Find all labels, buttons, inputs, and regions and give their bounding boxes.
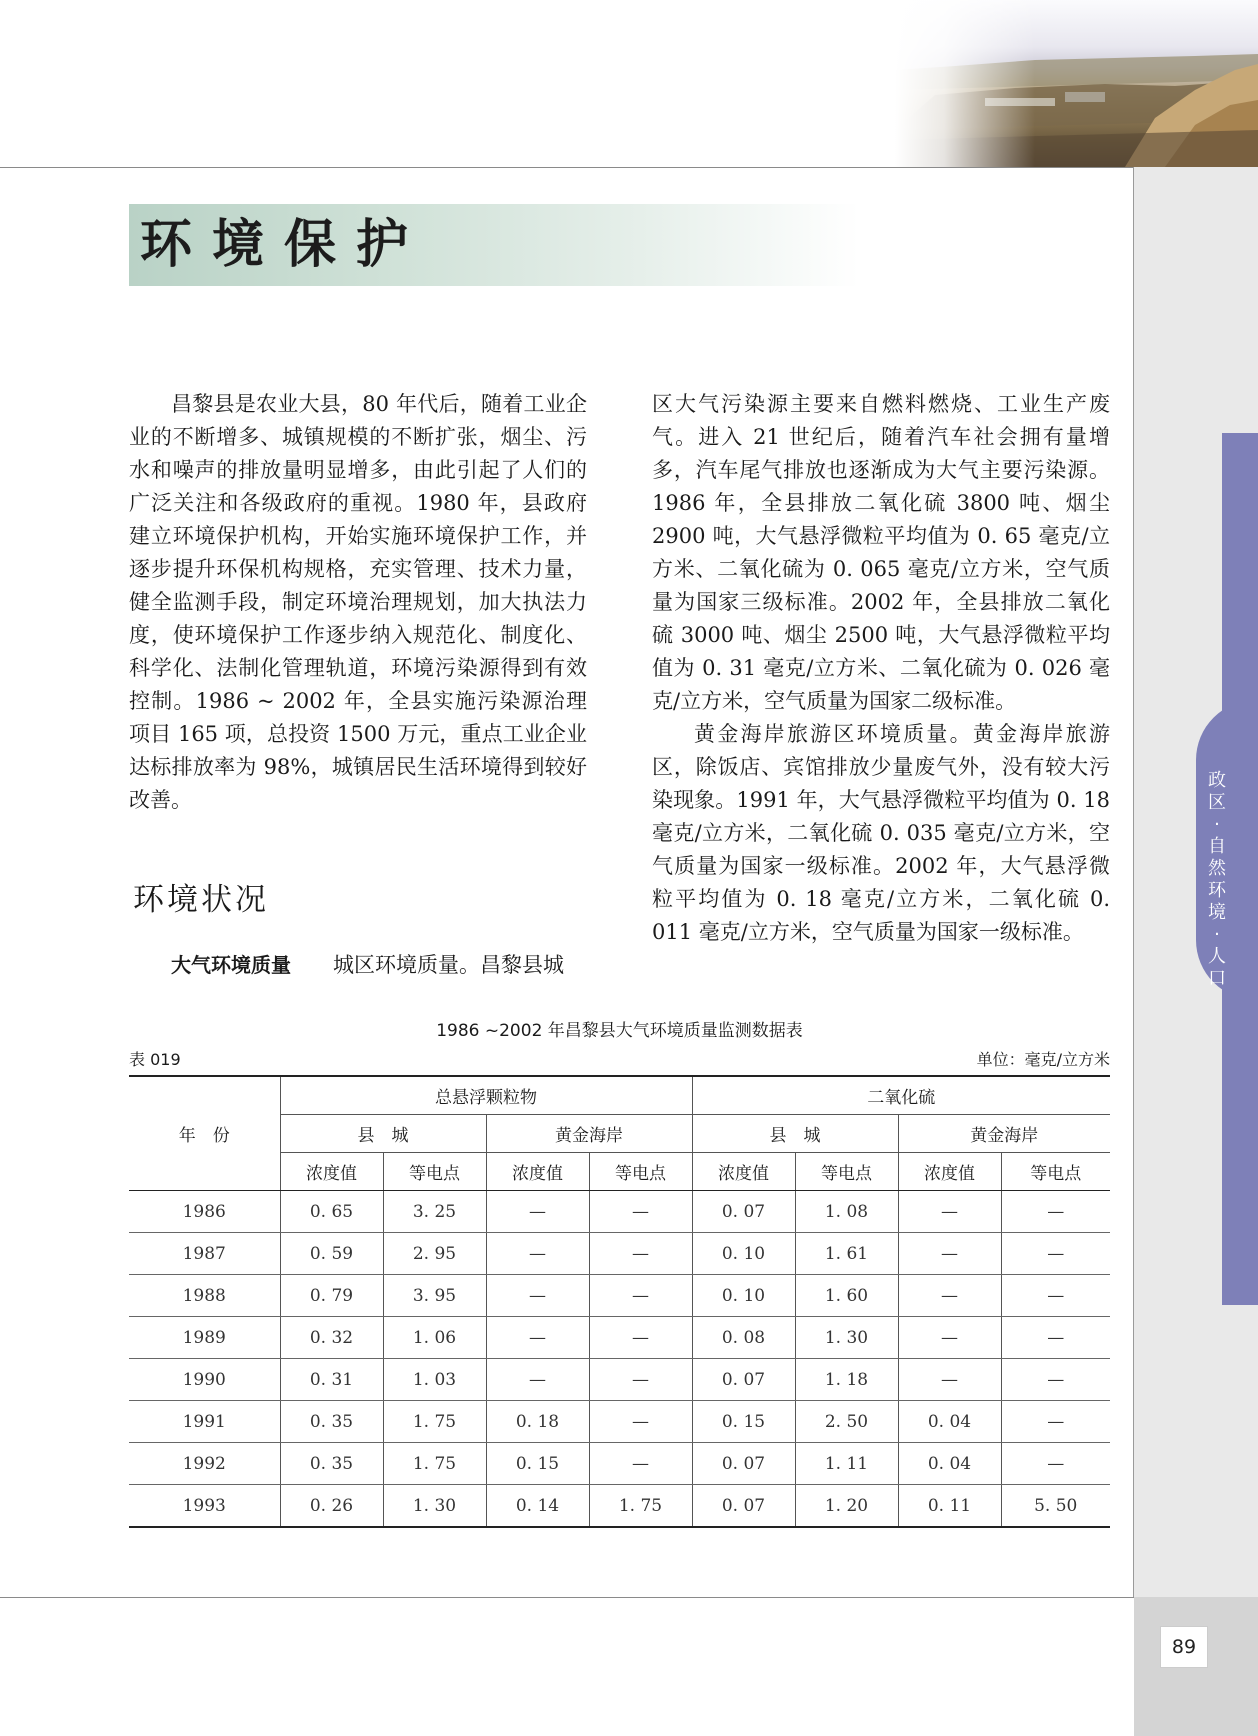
- table-cell: 0. 11: [898, 1485, 1001, 1528]
- side-tab-char: ·: [1214, 814, 1220, 835]
- table-unit: 单位：毫克/立方米: [976, 1050, 1110, 1069]
- table-cell: 1. 75: [589, 1485, 692, 1528]
- table-row: [129, 1401, 1110, 1443]
- table-cell: —: [1001, 1275, 1110, 1317]
- table-row: [129, 1485, 1110, 1528]
- table-cell: —: [898, 1275, 1001, 1317]
- table-cell: 3. 25: [383, 1191, 486, 1233]
- table-cell: 0. 15: [486, 1443, 589, 1485]
- table-cell: —: [898, 1317, 1001, 1359]
- column-header: 浓度值: [486, 1153, 589, 1191]
- table-cell: 1. 20: [795, 1485, 898, 1528]
- table-cell: —: [1001, 1359, 1110, 1401]
- table-cell: —: [898, 1191, 1001, 1233]
- right-column: [652, 388, 1110, 949]
- header-landscape-photo: [895, 0, 1258, 167]
- year-cell: 1990: [129, 1359, 280, 1401]
- table-cell: 1. 08: [795, 1191, 898, 1233]
- table-cell: 1. 03: [383, 1359, 486, 1401]
- side-tab-char: 环: [1208, 880, 1226, 901]
- table-cell: —: [898, 1359, 1001, 1401]
- table-cell: 1. 30: [795, 1317, 898, 1359]
- table-cell: 0. 79: [280, 1275, 383, 1317]
- year-cell: 1993: [129, 1485, 280, 1528]
- side-tab-char: 自: [1208, 836, 1226, 857]
- table-cell: 0. 31: [280, 1359, 383, 1401]
- table-cell: —: [1001, 1317, 1110, 1359]
- subhead-paragraph: [129, 949, 587, 982]
- air-quality-table: [129, 1075, 1110, 1528]
- table-label: 表 019: [129, 1050, 181, 1069]
- column-header: 浓度值: [280, 1153, 383, 1191]
- table-cell: 1. 60: [795, 1275, 898, 1317]
- table-cell: 0. 15: [692, 1401, 795, 1443]
- table-row: [129, 1233, 1110, 1275]
- table-cell: 0. 59: [280, 1233, 383, 1275]
- table-row: [129, 1275, 1110, 1317]
- table-cell: —: [1001, 1233, 1110, 1275]
- tsp-coast-header: 黄金海岸: [486, 1115, 692, 1153]
- table-cell: —: [486, 1275, 589, 1317]
- table-cell: —: [486, 1317, 589, 1359]
- table-row: [129, 1359, 1110, 1401]
- side-tab-char: 口: [1208, 968, 1226, 989]
- table-cell: 5. 50: [1001, 1485, 1110, 1528]
- table-cell: 0. 08: [692, 1317, 795, 1359]
- tsp-county-header: 县 城: [280, 1115, 486, 1153]
- side-tab-char: 政: [1208, 770, 1226, 791]
- table-row: [129, 1317, 1110, 1359]
- table-cell: 0. 18: [486, 1401, 589, 1443]
- table-body: [129, 1191, 1110, 1528]
- intro-paragraph: 昌黎县是农业大县，80 年代后，随着工业企业的不断增多、城镇规模的不断扩张，烟尘、污水和噪声的排放量明显增多，由此引起了人们的广泛关注和各级政府的重视。1980 年，县政府建立环境保护机构，开始实施环境保护工作，并逐步提升环保机构规格，充实管理、技术力量，健全监测手段，制定环境治理规划，加大执法力度，使环境保护工作逐步纳入规范化、制度化、科学化、法制化管理轨道，环境污染源得到有效控制。1986 ~ 2002 年，全县实施污染源治理项目 165 项，总投资 1500 万元，重点工业企业达标排放率为 98%，城镇居民生活环境得到较好改善。: [129, 392, 587, 812]
- table-cell: 1. 30: [383, 1485, 486, 1528]
- table-cell: 0. 10: [692, 1275, 795, 1317]
- column-header: 浓度值: [898, 1153, 1001, 1191]
- table-cell: 2. 95: [383, 1233, 486, 1275]
- table-cell: —: [1001, 1401, 1110, 1443]
- table-row: [129, 1191, 1110, 1233]
- bottom-divider: [0, 1597, 1134, 1598]
- table-cell: 1. 06: [383, 1317, 486, 1359]
- side-tab-char: ·: [1214, 924, 1220, 945]
- table-cell: 1. 75: [383, 1401, 486, 1443]
- table-title: 1986 ~2002 年昌黎县大气环境质量监测数据表: [436, 1021, 803, 1041]
- so2-county-header: 县 城: [692, 1115, 898, 1153]
- table-cell: 0. 65: [280, 1191, 383, 1233]
- column-header: 等电点: [383, 1153, 486, 1191]
- table-cell: —: [589, 1275, 692, 1317]
- top-divider: [0, 167, 1134, 168]
- table-cell: 1. 11: [795, 1443, 898, 1485]
- side-tab-char: 人: [1208, 946, 1226, 967]
- table-cell: 1. 61: [795, 1233, 898, 1275]
- column-header: 等电点: [795, 1153, 898, 1191]
- table-cell: 0. 35: [280, 1443, 383, 1485]
- table-cell: 0. 07: [692, 1359, 795, 1401]
- left-column: [129, 388, 587, 817]
- page-title: 环境保护: [140, 214, 429, 275]
- subhead-text: 城区环境质量。昌黎县城: [333, 953, 564, 977]
- air-quality-paragraph: 区大气污染源主要来自燃料燃烧、工业生产废气。进入 21 世纪后，随着汽车社会拥有量增多，汽车尾气排放也逐渐成为大气主要污染源。1986 年，全县排放二氧化硫 3800 吨、烟尘 2900 吨，大气悬浮微粒平均值为 0. 65 毫克/立方米、二氧化硫为 0. 065 毫克/立方米，空气质量为国家三级标准。2002 年，全县排放二氧化硫 3000 吨、烟尘 2500 吨，大气悬浮微粒平均值为 0. 31 毫克/立方米、二氧化硫为 0. 026 毫克/立方米，空气质量为国家二级标准。: [652, 392, 1110, 713]
- gold-coast-paragraph: 黄金海岸旅游区环境质量。黄金海岸旅游区，除饭店、宾馆排放少量废气外，没有较大污染现象。1991 年，大气悬浮微粒平均值为 0. 18 毫克/立方米，二氧化硫 0. 035 毫克/立方米，空气质量为国家一级标准。2002 年，大气悬浮微粒平均值为 0. 18 毫克/立方米，二氧化硫 0. 011 毫克/立方米，空气质量为国家一级标准。: [652, 722, 1110, 944]
- table-cell: —: [1001, 1443, 1110, 1485]
- column-header: 等电点: [1001, 1153, 1110, 1191]
- year-cell: 1987: [129, 1233, 280, 1275]
- side-tab-char: 然: [1208, 858, 1226, 879]
- table-cell: 1. 18: [795, 1359, 898, 1401]
- table-cell: —: [486, 1233, 589, 1275]
- tsp-group-header: 总悬浮颗粒物: [280, 1076, 692, 1115]
- table-cell: —: [589, 1401, 692, 1443]
- table-cell: 0. 04: [898, 1401, 1001, 1443]
- subhead-label: 大气环境质量: [171, 953, 291, 977]
- column-header: 浓度值: [692, 1153, 795, 1191]
- table-cell: —: [1001, 1191, 1110, 1233]
- year-cell: 1992: [129, 1443, 280, 1485]
- table-cell: 0. 35: [280, 1401, 383, 1443]
- year-cell: 1991: [129, 1401, 280, 1443]
- table-cell: —: [589, 1443, 692, 1485]
- table-cell: —: [589, 1317, 692, 1359]
- table-cell: 1. 75: [383, 1443, 486, 1485]
- table-cell: —: [486, 1191, 589, 1233]
- year-cell: 1986: [129, 1191, 280, 1233]
- table-cell: 0. 07: [692, 1443, 795, 1485]
- page-number: 89: [1160, 1626, 1208, 1668]
- year-cell: 1988: [129, 1275, 280, 1317]
- year-header: 年 份: [129, 1076, 280, 1191]
- section-heading: 环境状况: [133, 882, 269, 918]
- table-cell: 2. 50: [795, 1401, 898, 1443]
- table-cell: —: [898, 1233, 1001, 1275]
- chapter-side-label: [1202, 770, 1232, 990]
- so2-coast-header: 黄金海岸: [898, 1115, 1110, 1153]
- table-cell: 0. 07: [692, 1191, 795, 1233]
- table-cell: 0. 26: [280, 1485, 383, 1528]
- column-header: 等电点: [589, 1153, 692, 1191]
- table-cell: 0. 32: [280, 1317, 383, 1359]
- table-cell: 0. 07: [692, 1485, 795, 1528]
- right-divider: [1133, 167, 1134, 1597]
- side-tab-char: 境: [1208, 902, 1226, 923]
- table-cell: 0. 14: [486, 1485, 589, 1528]
- table-cell: 3. 95: [383, 1275, 486, 1317]
- table-cell: —: [589, 1191, 692, 1233]
- table-cell: 0. 10: [692, 1233, 795, 1275]
- table-cell: —: [589, 1359, 692, 1401]
- table-cell: —: [589, 1233, 692, 1275]
- side-tab-char: 区: [1208, 792, 1226, 813]
- so2-group-header: 二氧化硫: [692, 1076, 1110, 1115]
- table-cell: 0. 04: [898, 1443, 1001, 1485]
- table-cell: —: [486, 1359, 589, 1401]
- table-row: [129, 1443, 1110, 1485]
- year-cell: 1989: [129, 1317, 280, 1359]
